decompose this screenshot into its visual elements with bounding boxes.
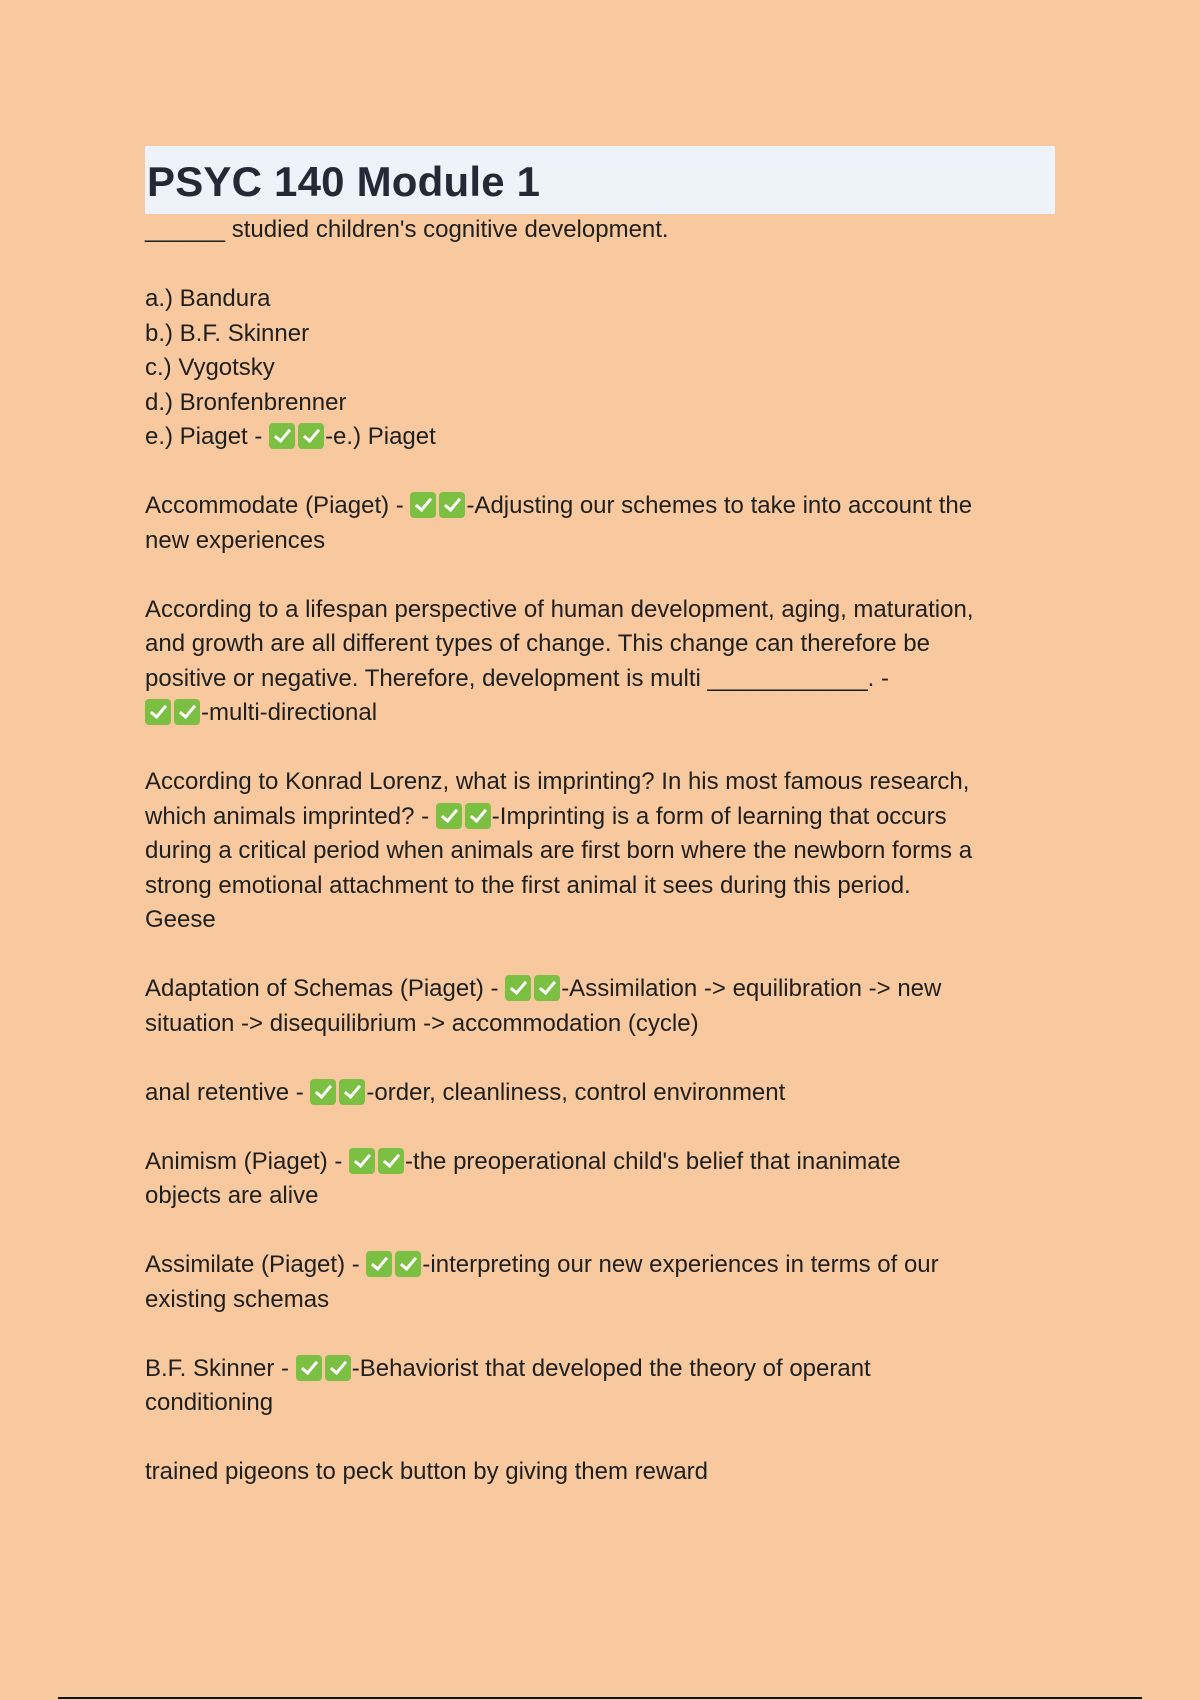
- question-text: which animals imprinted? -: [145, 802, 436, 830]
- check-mark-icon: [145, 699, 171, 725]
- flashcard-anal-retentive: [145, 1076, 1055, 1111]
- answer-continued: strong emotional attachment to the first animal it sees during this period.: [145, 871, 911, 899]
- answer-text: -e.) Piaget: [325, 423, 436, 450]
- flashcard-assimilate: [145, 1248, 1055, 1283]
- definition-text: -interpreting our new experiences in terms of our: [422, 1251, 939, 1278]
- spacer: [145, 455, 1055, 490]
- flashcard-bf-skinner: [145, 1352, 1055, 1387]
- question-text: According to a lifespan perspective of human development, aging, maturation,: [145, 595, 974, 623]
- question-text: According to Konrad Lorenz, what is imprinting? In his most famous research,: [145, 768, 970, 795]
- check-mark-icon: [310, 1079, 336, 1105]
- term-text: Accommodate (Piaget) -: [145, 492, 411, 519]
- check-mark-icon: [505, 975, 531, 1001]
- title-bar: [145, 146, 1055, 214]
- check-mark-icon: [174, 699, 200, 725]
- flashcard-animism: [145, 1145, 1055, 1180]
- answer-continued: during a critical period when animals are first born where the newborn forms a: [145, 837, 973, 864]
- definition-text: -the preoperational child's belief that inanimate: [405, 1147, 901, 1175]
- question-text: and growth are all different types of change. This change can therefore be: [145, 630, 930, 657]
- flashcard-answer: [145, 696, 1055, 731]
- definition-continued: objects are alive: [145, 1182, 319, 1209]
- answer-continued: Geese: [145, 906, 216, 933]
- footer-divider: [58, 1697, 1142, 1699]
- answer-option-a: a.) Bandura: [145, 285, 271, 312]
- document-page: [145, 146, 1055, 1490]
- answer-option-c: c.) Vygotsky: [145, 354, 275, 381]
- spacer: [145, 1214, 1055, 1249]
- spacer: [145, 1421, 1055, 1456]
- answer-text: -Imprinting is a form of learning that occurs: [491, 802, 947, 830]
- definition-text: -Adjusting our schemes to take into account the: [466, 492, 973, 519]
- flashcard-adaptation: [145, 972, 1055, 1007]
- spacer: [145, 1317, 1055, 1352]
- check-mark-icon: [325, 1355, 351, 1381]
- definition-text: -Behaviorist that developed the theory of operant: [351, 1354, 871, 1382]
- check-mark-icon: [349, 1148, 375, 1174]
- flashcard-imprinting: [145, 800, 1055, 835]
- question-text: positive or negative. Therefore, development is multi ____________. -: [145, 664, 890, 692]
- term-text: anal retentive -: [145, 1078, 311, 1106]
- spacer: [145, 1041, 1055, 1076]
- note-text: trained pigeons to peck button by giving them reward: [145, 1458, 709, 1485]
- question-text: ______ studied children's cognitive development.: [145, 216, 669, 243]
- check-mark-icon: [436, 803, 462, 829]
- check-mark-icon: [534, 975, 560, 1001]
- spacer: [145, 938, 1055, 973]
- page-title: PSYC 140 Module 1: [147, 158, 541, 205]
- spacer: [145, 1110, 1055, 1145]
- check-mark-icon: [439, 492, 465, 518]
- answer-option-d: d.) Bronfenbrenner: [145, 388, 347, 416]
- answer-text: -multi-directional: [201, 699, 378, 726]
- answer-option-b: b.) B.F. Skinner: [145, 319, 310, 347]
- term-text: Assimilate (Piaget) -: [145, 1251, 367, 1278]
- document-body: [145, 213, 1055, 1490]
- answer-option-e-text: e.) Piaget -: [145, 423, 270, 450]
- check-mark-icon: [465, 803, 491, 829]
- definition-text: -order, cleanliness, control environment: [366, 1078, 786, 1106]
- spacer: [145, 558, 1055, 593]
- term-text: Animism (Piaget) -: [145, 1147, 350, 1175]
- definition-continued: existing schemas: [145, 1285, 330, 1313]
- definition-continued: situation -> disequilibrium -> accommodation (cycle): [145, 1009, 699, 1037]
- check-mark-icon: [378, 1148, 404, 1174]
- check-mark-icon: [339, 1079, 365, 1105]
- spacer: [145, 248, 1055, 283]
- check-mark-icon: [366, 1251, 392, 1277]
- check-mark-icon: [296, 1355, 322, 1381]
- term-text: B.F. Skinner -: [145, 1354, 296, 1382]
- term-text: Adaptation of Schemas (Piaget) -: [145, 975, 506, 1002]
- definition-text: -Assimilation -> equilibration -> new: [561, 975, 942, 1002]
- spacer: [145, 731, 1055, 766]
- definition-continued: new experiences: [145, 526, 326, 554]
- check-mark-icon: [395, 1251, 421, 1277]
- definition-continued: conditioning: [145, 1389, 274, 1416]
- check-mark-icon: [298, 423, 324, 449]
- flashcard-accommodate: [145, 489, 1055, 524]
- check-mark-icon: [269, 423, 295, 449]
- check-mark-icon: [410, 492, 436, 518]
- answer-option-e: [145, 420, 1055, 455]
